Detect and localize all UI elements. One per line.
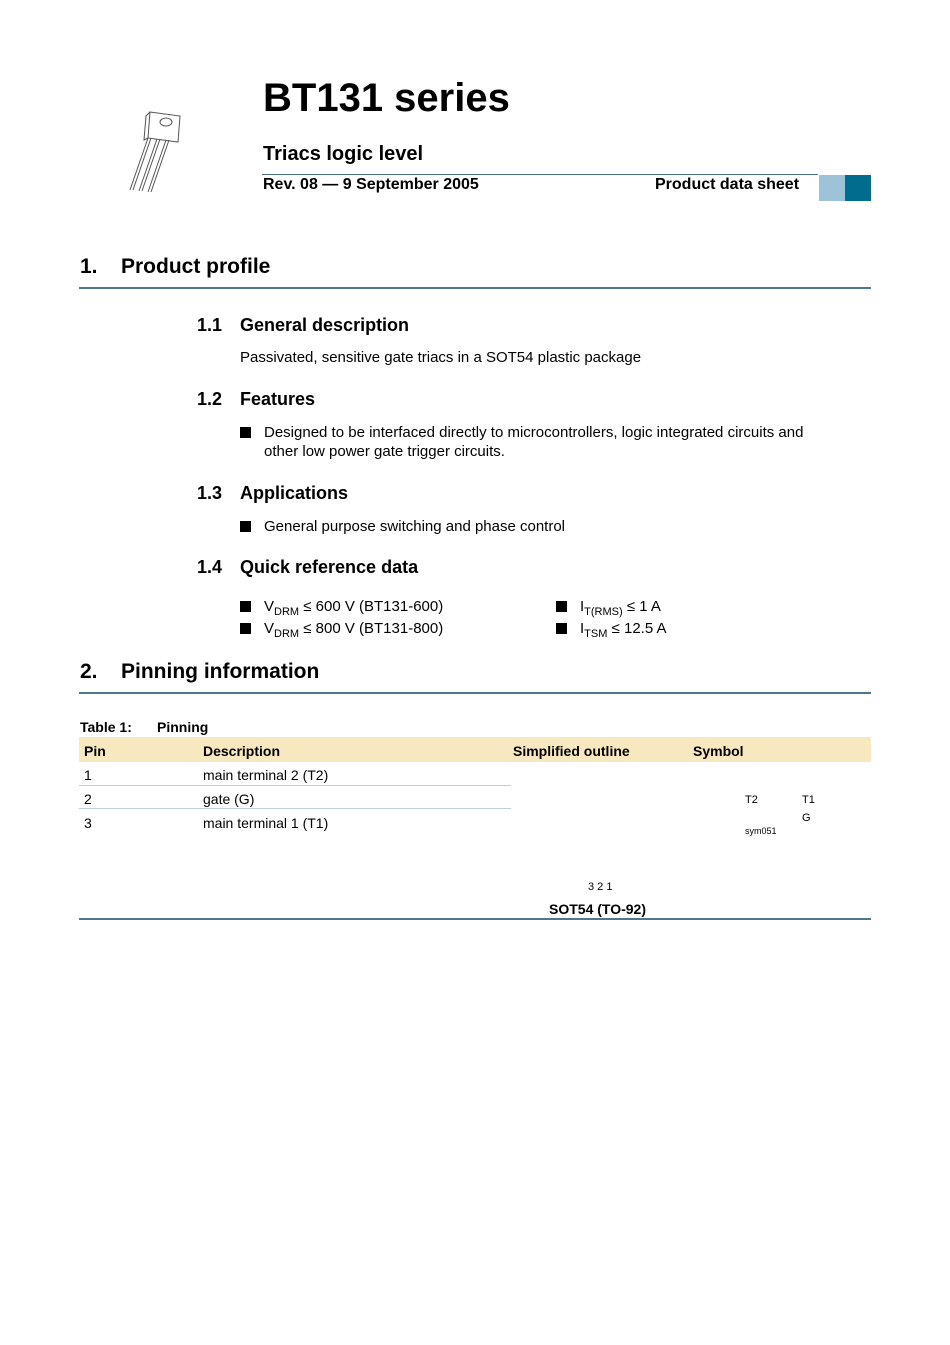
symbol-label-g: G [802, 812, 811, 824]
table-row-3-pin: 3 [84, 815, 92, 831]
section-2-rule [79, 692, 871, 694]
bullet-square-icon [240, 623, 251, 634]
quick-ref-it-rms: $I_{T(RMS)} \le 1$ A [556, 597, 836, 617]
table-header-row [79, 737, 871, 762]
outline-pin-numbers: 3 2 1 [588, 881, 613, 893]
bullet-square-icon [556, 623, 567, 634]
package-illustration [122, 106, 190, 196]
table-row-1-desc: main terminal 2 (T2) [203, 767, 329, 783]
subsection-1-2-heading: 1.2 Features [197, 389, 316, 409]
general-description-text: Passivated, sensitive gate triacs in a SOT54 plastic package [240, 349, 642, 366]
table-end-rule [79, 918, 871, 920]
brand-block-dark [845, 175, 871, 201]
table-row-2-desc: gate (G) [203, 791, 255, 807]
header-simplified-outline: Simplified outline [513, 743, 630, 759]
subsection-1-4-heading: 1.4 Quick reference data [197, 557, 419, 577]
header-rule [262, 174, 818, 175]
features-bullet [240, 423, 860, 463]
row-divider [79, 808, 511, 809]
quick-ref-itsm: $I_{TSM} \le 12.5$ A [556, 619, 836, 639]
document-title: BT131 series [263, 76, 510, 120]
table-row-2-pin: 2 [84, 791, 92, 807]
header-description: Description [203, 743, 281, 759]
bullet-square-icon [240, 427, 251, 438]
subsection-1-1-heading: 1.1 General description [197, 315, 410, 335]
table-row-1-pin: 1 [84, 767, 92, 783]
header-symbol: Symbol [693, 743, 744, 759]
symbol-label-t1: T1 [802, 794, 815, 806]
section-1-rule [79, 287, 871, 289]
revision-info: Rev. 08 — 9 September 2005 [263, 176, 479, 193]
symbol-label-t2: T2 [745, 794, 758, 806]
header-pin: Pin [84, 743, 106, 759]
table-row-3-desc: main terminal 1 (T1) [203, 815, 329, 831]
brand-block-light [819, 175, 845, 201]
features-line-1: Designed to be interfaced directly to microcontrollers, logic integrated circuits and [264, 424, 804, 441]
outline-package-label: SOT54 (TO-92) [549, 901, 646, 917]
bullet-square-icon [240, 521, 251, 532]
row-divider [79, 785, 511, 786]
section-2-heading: 2. Pinning information [80, 660, 320, 683]
bullet-square-icon [556, 601, 567, 612]
quick-ref-vdrm-800: $V_{DRM} \le 800$ V (BT131-800) [240, 619, 520, 639]
applications-bullet: General purpose switching and phase control [240, 517, 840, 537]
section-1-heading: 1. Product profile [80, 255, 271, 278]
subsection-1-3-heading: 1.3 Applications [197, 483, 349, 503]
bullet-square-icon [240, 601, 251, 612]
features-line-2: other low power gate trigger circuits. [264, 443, 505, 460]
quick-ref-vdrm-600: $V_{DRM} \le 600$ V (BT131-600) [240, 597, 520, 617]
document-type: Product data sheet [655, 176, 800, 193]
document-subtitle: Triacs logic level [263, 143, 424, 165]
symbol-code: sym051 [745, 826, 777, 836]
table-caption: Table 1: Pinning [80, 719, 209, 735]
